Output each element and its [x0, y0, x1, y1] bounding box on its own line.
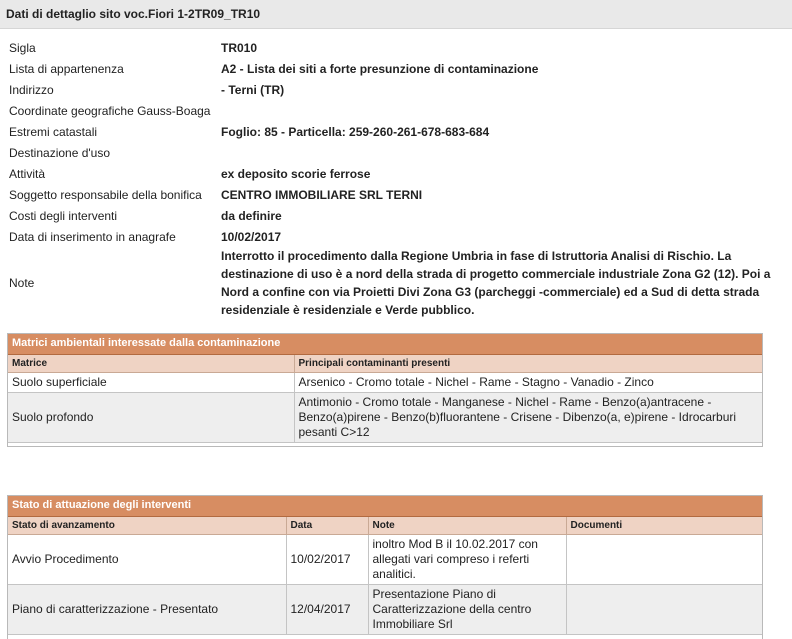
- stato-section: [7, 495, 763, 639]
- cell-data: 10/02/2017: [286, 535, 368, 585]
- cell-matrice: Suolo profondo: [8, 393, 294, 443]
- detail-label: Data di inserimento in anagrafe: [9, 229, 176, 244]
- detail-row-coordinate: [0, 100, 780, 121]
- detail-label: Soggetto responsabile della bonifica: [9, 187, 202, 202]
- detail-value: - Terni (TR): [221, 82, 285, 97]
- cell-stato: Avvio Procedimento: [8, 535, 286, 585]
- detail-row-costi: [0, 205, 780, 226]
- column-header-data: Data: [286, 517, 368, 535]
- detail-value: TR010: [221, 40, 258, 55]
- detail-label: Lista di appartenenza: [9, 61, 124, 76]
- detail-row-destinazione: [0, 142, 780, 163]
- detail-value: da definire: [221, 208, 282, 223]
- cell-note: inoltro Mod B il 10.02.2017 con allegati vari compreso i referti analitici.: [368, 535, 566, 585]
- table-row: [8, 393, 762, 443]
- stato-section-title: Stato di attuazione degli interventi: [8, 496, 762, 517]
- detail-row-estremi: [0, 121, 780, 142]
- detail-label: Estremi catastali: [9, 124, 98, 139]
- cell-note: Presentazione Piano di Caratterizzazione della centro Immobiliare Srl: [368, 585, 566, 635]
- column-header-contaminanti: Principali contaminanti presenti: [294, 355, 762, 373]
- table-row: [8, 585, 762, 635]
- detail-label: Sigla: [9, 40, 36, 55]
- detail-value: ex deposito scorie ferrose: [221, 166, 371, 181]
- table-row: [8, 373, 762, 393]
- column-header-matrice: Matrice: [8, 355, 294, 373]
- detail-label: Destinazione d'uso: [9, 145, 111, 160]
- detail-row-soggetto: [0, 184, 780, 205]
- cell-data: 12/04/2017: [286, 585, 368, 635]
- detail-value: 10/02/2017: [221, 229, 282, 244]
- page-title: Dati di dettaglio sito voc.Fiori 1-2TR09_TR10: [0, 0, 792, 29]
- detail-label: Indirizzo: [9, 82, 54, 97]
- detail-value: CENTRO IMMOBILIARE SRL TERNI: [221, 187, 423, 202]
- cell-matrice: Suolo superficiale: [8, 373, 294, 393]
- column-header-note: Note: [368, 517, 566, 535]
- detail-value: A2 - Lista dei siti a forte presunzione di contaminazione: [221, 61, 539, 76]
- detail-label: Coordinate geografiche Gauss-Boaga: [9, 103, 211, 118]
- detail-label: Note: [9, 276, 35, 290]
- cell-documenti: [566, 535, 762, 585]
- cell-documenti: [566, 585, 762, 635]
- table-row: [8, 535, 762, 585]
- column-header-documenti: Documenti: [566, 517, 762, 535]
- column-header-stato: Stato di avanzamento: [8, 517, 286, 535]
- matrici-table: [8, 355, 762, 443]
- detail-value: Foglio: 85 - Particella: 259-260-261-678-683-684: [221, 124, 490, 139]
- stato-table: [8, 517, 762, 635]
- cell-contaminanti: Antimonio - Cromo totale - Manganese - Nichel - Rame - Benzo(a)antracene - Benzo(a)pirene - Benzo(b)fluorantene - Crisene - Dibenzo(a, e)pirene - Idrocarburi pesanti C>12: [294, 393, 762, 443]
- matrici-section-title: Matrici ambientali interessate dalla contaminazione: [8, 334, 762, 355]
- detail-row-indirizzo: [0, 79, 780, 100]
- detail-row-note: [0, 247, 780, 319]
- detail-label: Costi degli interventi: [9, 208, 118, 223]
- cell-stato: Piano di caratterizzazione - Presentato: [8, 585, 286, 635]
- detail-value: Interrotto il procedimento dalla Regione Umbria in fase di Istruttoria Analisi di Rischio. La destinazione di uso è a nord della strada di progetto commerciale industriale Zona G2 (12). Poi a Nord a confine con via Proietti Divi Zona G3 (parcheggi -commerciale) ed a Sud di detta strada residenziale è residenziale e Verde pubblico.: [221, 249, 771, 317]
- detail-label: Attività: [9, 166, 46, 181]
- cell-contaminanti: Arsenico - Cromo totale - Nichel - Rame - Stagno - Vanadio - Zinco: [294, 373, 762, 393]
- detail-row-attivita: [0, 163, 780, 184]
- detail-row-data-inserimento: [0, 226, 780, 247]
- details-panel: [0, 37, 780, 319]
- matrici-section: [7, 333, 763, 447]
- detail-row-sigla: [0, 37, 780, 58]
- detail-row-lista: [0, 58, 780, 79]
